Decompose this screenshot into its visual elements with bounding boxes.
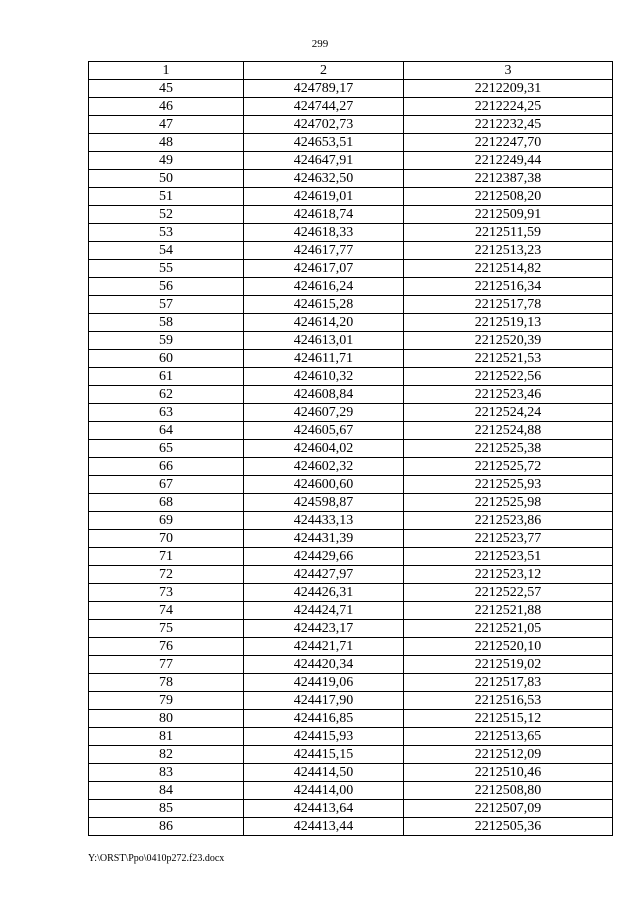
x-coordinate-cell: 424414,00 (244, 782, 404, 800)
point-number-cell: 76 (89, 638, 244, 656)
y-coordinate-cell: 2212523,51 (404, 548, 613, 566)
table-row (89, 386, 613, 404)
point-number-cell: 77 (89, 656, 244, 674)
table-row (89, 782, 613, 800)
y-coordinate-cell: 2212512,09 (404, 746, 613, 764)
table-row (89, 566, 613, 584)
y-coordinate-cell: 2212523,86 (404, 512, 613, 530)
y-coordinate-cell: 2212523,46 (404, 386, 613, 404)
table-row (89, 404, 613, 422)
point-number-cell: 45 (89, 80, 244, 98)
column-header: 3 (404, 62, 613, 80)
y-coordinate-cell: 2212232,45 (404, 116, 613, 134)
y-coordinate-cell: 2212525,93 (404, 476, 613, 494)
coordinates-table (88, 61, 613, 836)
point-number-cell: 82 (89, 746, 244, 764)
table-body (89, 80, 613, 836)
table-row (89, 800, 613, 818)
table-row (89, 458, 613, 476)
table-row (89, 728, 613, 746)
point-number-cell: 52 (89, 206, 244, 224)
y-coordinate-cell: 2212524,24 (404, 404, 613, 422)
table-row (89, 224, 613, 242)
table-row (89, 188, 613, 206)
column-header: 1 (89, 62, 244, 80)
y-coordinate-cell: 2212510,46 (404, 764, 613, 782)
x-coordinate-cell: 424420,34 (244, 656, 404, 674)
x-coordinate-cell: 424417,90 (244, 692, 404, 710)
table-row (89, 206, 613, 224)
x-coordinate-cell: 424744,27 (244, 98, 404, 116)
point-number-cell: 53 (89, 224, 244, 242)
x-coordinate-cell: 424608,84 (244, 386, 404, 404)
y-coordinate-cell: 2212524,88 (404, 422, 613, 440)
point-number-cell: 79 (89, 692, 244, 710)
x-coordinate-cell: 424429,66 (244, 548, 404, 566)
point-number-cell: 81 (89, 728, 244, 746)
table-header-row (89, 62, 613, 80)
table-row (89, 116, 613, 134)
point-number-cell: 65 (89, 440, 244, 458)
column-header: 2 (244, 62, 404, 80)
point-number-cell: 63 (89, 404, 244, 422)
y-coordinate-cell: 2212514,82 (404, 260, 613, 278)
x-coordinate-cell: 424604,02 (244, 440, 404, 458)
point-number-cell: 71 (89, 548, 244, 566)
table-row (89, 368, 613, 386)
y-coordinate-cell: 2212519,02 (404, 656, 613, 674)
table-row (89, 638, 613, 656)
y-coordinate-cell: 2212247,70 (404, 134, 613, 152)
x-coordinate-cell: 424618,33 (244, 224, 404, 242)
point-number-cell: 46 (89, 98, 244, 116)
page-number: 299 (311, 38, 329, 50)
table-row (89, 584, 613, 602)
x-coordinate-cell: 424613,01 (244, 332, 404, 350)
x-coordinate-cell: 424616,24 (244, 278, 404, 296)
point-number-cell: 72 (89, 566, 244, 584)
table-row (89, 242, 613, 260)
table-row (89, 692, 613, 710)
x-coordinate-cell: 424615,28 (244, 296, 404, 314)
point-number-cell: 48 (89, 134, 244, 152)
point-number-cell: 78 (89, 674, 244, 692)
point-number-cell: 50 (89, 170, 244, 188)
y-coordinate-cell: 2212507,09 (404, 800, 613, 818)
table-row (89, 98, 613, 116)
x-coordinate-cell: 424619,01 (244, 188, 404, 206)
table-row (89, 332, 613, 350)
y-coordinate-cell: 2212525,72 (404, 458, 613, 476)
y-coordinate-cell: 2212508,20 (404, 188, 613, 206)
x-coordinate-cell: 424431,39 (244, 530, 404, 548)
y-coordinate-cell: 2212505,36 (404, 818, 613, 836)
table-row (89, 440, 613, 458)
table-row (89, 170, 613, 188)
point-number-cell: 59 (89, 332, 244, 350)
table-row (89, 746, 613, 764)
y-coordinate-cell: 2212521,88 (404, 602, 613, 620)
table-row (89, 422, 613, 440)
table-row (89, 548, 613, 566)
table-row (89, 710, 613, 728)
x-coordinate-cell: 424610,32 (244, 368, 404, 386)
x-coordinate-cell: 424605,67 (244, 422, 404, 440)
y-coordinate-cell: 2212515,12 (404, 710, 613, 728)
y-coordinate-cell: 2212525,38 (404, 440, 613, 458)
table-row (89, 674, 613, 692)
point-number-cell: 69 (89, 512, 244, 530)
table-row (89, 134, 613, 152)
point-number-cell: 66 (89, 458, 244, 476)
y-coordinate-cell: 2212523,12 (404, 566, 613, 584)
x-coordinate-cell: 424647,91 (244, 152, 404, 170)
point-number-cell: 84 (89, 782, 244, 800)
point-number-cell: 61 (89, 368, 244, 386)
table-row (89, 476, 613, 494)
table-row (89, 350, 613, 368)
y-coordinate-cell: 2212525,98 (404, 494, 613, 512)
table-row (89, 530, 613, 548)
x-coordinate-cell: 424415,15 (244, 746, 404, 764)
x-coordinate-cell: 424424,71 (244, 602, 404, 620)
table-row (89, 764, 613, 782)
point-number-cell: 55 (89, 260, 244, 278)
x-coordinate-cell: 424789,17 (244, 80, 404, 98)
y-coordinate-cell: 2212508,80 (404, 782, 613, 800)
x-coordinate-cell: 424413,64 (244, 800, 404, 818)
point-number-cell: 60 (89, 350, 244, 368)
point-number-cell: 70 (89, 530, 244, 548)
table-row (89, 602, 613, 620)
x-coordinate-cell: 424702,73 (244, 116, 404, 134)
y-coordinate-cell: 2212509,91 (404, 206, 613, 224)
y-coordinate-cell: 2212520,39 (404, 332, 613, 350)
point-number-cell: 57 (89, 296, 244, 314)
point-number-cell: 47 (89, 116, 244, 134)
y-coordinate-cell: 2212522,57 (404, 584, 613, 602)
x-coordinate-cell: 424413,44 (244, 818, 404, 836)
table-row (89, 314, 613, 332)
point-number-cell: 67 (89, 476, 244, 494)
x-coordinate-cell: 424598,87 (244, 494, 404, 512)
y-coordinate-cell: 2212513,65 (404, 728, 613, 746)
point-number-cell: 73 (89, 584, 244, 602)
point-number-cell: 58 (89, 314, 244, 332)
footer-file-path: Y:\ORST\Ppo\0410p272.f23.docx (88, 853, 225, 864)
y-coordinate-cell: 2212513,23 (404, 242, 613, 260)
x-coordinate-cell: 424423,17 (244, 620, 404, 638)
y-coordinate-cell: 2212209,31 (404, 80, 613, 98)
table-row (89, 296, 613, 314)
y-coordinate-cell: 2212224,25 (404, 98, 613, 116)
table-row (89, 278, 613, 296)
table-row (89, 512, 613, 530)
point-number-cell: 51 (89, 188, 244, 206)
x-coordinate-cell: 424614,20 (244, 314, 404, 332)
table-row (89, 656, 613, 674)
point-number-cell: 68 (89, 494, 244, 512)
table-row (89, 818, 613, 836)
y-coordinate-cell: 2212519,13 (404, 314, 613, 332)
x-coordinate-cell: 424433,13 (244, 512, 404, 530)
x-coordinate-cell: 424426,31 (244, 584, 404, 602)
x-coordinate-cell: 424611,71 (244, 350, 404, 368)
table-row (89, 80, 613, 98)
y-coordinate-cell: 2212517,78 (404, 296, 613, 314)
y-coordinate-cell: 2212249,44 (404, 152, 613, 170)
point-number-cell: 74 (89, 602, 244, 620)
x-coordinate-cell: 424602,32 (244, 458, 404, 476)
point-number-cell: 83 (89, 764, 244, 782)
table-row (89, 494, 613, 512)
point-number-cell: 49 (89, 152, 244, 170)
x-coordinate-cell: 424427,97 (244, 566, 404, 584)
x-coordinate-cell: 424607,29 (244, 404, 404, 422)
x-coordinate-cell: 424415,93 (244, 728, 404, 746)
point-number-cell: 86 (89, 818, 244, 836)
y-coordinate-cell: 2212521,53 (404, 350, 613, 368)
x-coordinate-cell: 424617,07 (244, 260, 404, 278)
table-row (89, 260, 613, 278)
y-coordinate-cell: 2212516,34 (404, 278, 613, 296)
y-coordinate-cell: 2212516,53 (404, 692, 613, 710)
x-coordinate-cell: 424600,60 (244, 476, 404, 494)
point-number-cell: 54 (89, 242, 244, 260)
x-coordinate-cell: 424653,51 (244, 134, 404, 152)
y-coordinate-cell: 2212517,83 (404, 674, 613, 692)
x-coordinate-cell: 424632,50 (244, 170, 404, 188)
y-coordinate-cell: 2212387,38 (404, 170, 613, 188)
point-number-cell: 62 (89, 386, 244, 404)
y-coordinate-cell: 2212511,59 (404, 224, 613, 242)
x-coordinate-cell: 424617,77 (244, 242, 404, 260)
y-coordinate-cell: 2212521,05 (404, 620, 613, 638)
table-row (89, 620, 613, 638)
x-coordinate-cell: 424419,06 (244, 674, 404, 692)
y-coordinate-cell: 2212522,56 (404, 368, 613, 386)
x-coordinate-cell: 424618,74 (244, 206, 404, 224)
point-number-cell: 56 (89, 278, 244, 296)
x-coordinate-cell: 424416,85 (244, 710, 404, 728)
point-number-cell: 75 (89, 620, 244, 638)
x-coordinate-cell: 424414,50 (244, 764, 404, 782)
x-coordinate-cell: 424421,71 (244, 638, 404, 656)
table-row (89, 152, 613, 170)
point-number-cell: 85 (89, 800, 244, 818)
y-coordinate-cell: 2212520,10 (404, 638, 613, 656)
point-number-cell: 64 (89, 422, 244, 440)
y-coordinate-cell: 2212523,77 (404, 530, 613, 548)
point-number-cell: 80 (89, 710, 244, 728)
